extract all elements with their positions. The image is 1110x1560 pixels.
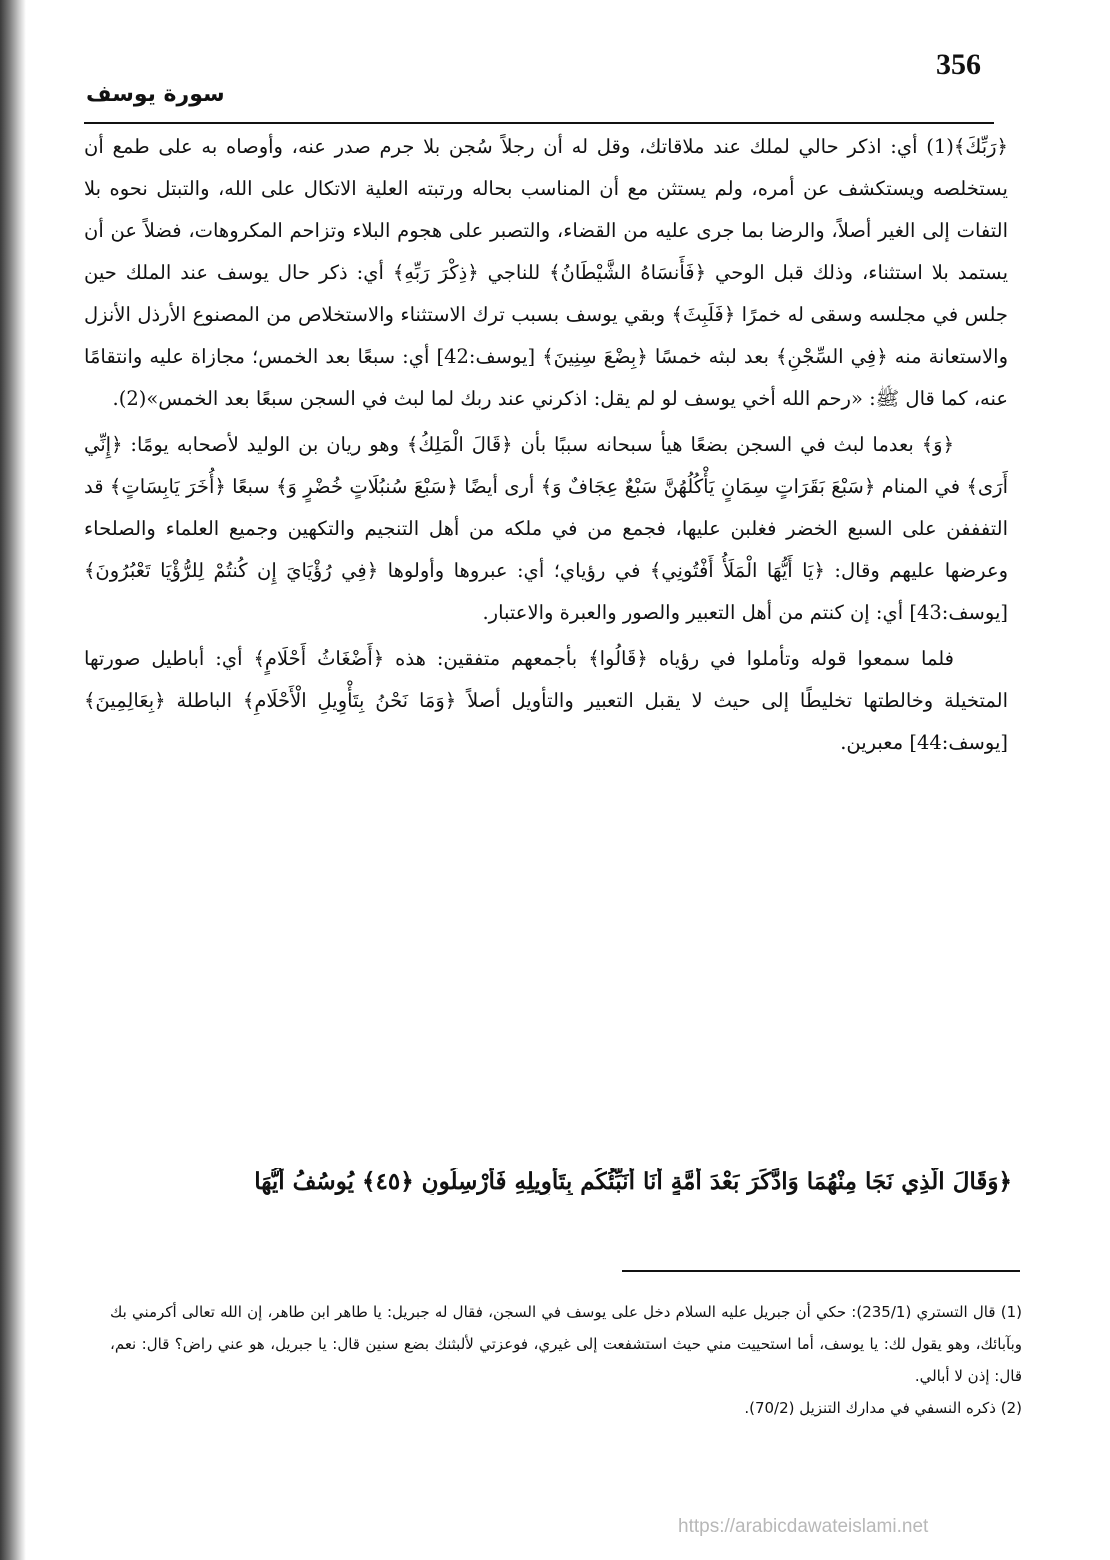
page-number: 356 [936, 48, 981, 81]
scan-edge-shadow [0, 0, 26, 1560]
watermark: https://arabicdawateislami.net [678, 1516, 929, 1537]
surah-title: سورة يوسف [86, 82, 225, 107]
paragraph-2: ﴿وَ﴾ بعدما لبث في السجن بضعًا هيأ سبحانه سببًا بأن ﴿قَالَ الْمَلِكُ﴾ وهو ريان بن الوليد لأصحابه يومًا: ﴿إِنِّي أَرَى﴾ في المنام ﴿سَبْعَ بَقَرَاتٍ سِمَانٍ يَأْكُلُهُنَّ سَبْعٌ عِجَافٌ وَ﴾ أرى أيضًا ﴿سَبْعَ سُنبُلَاتٍ خُضْرٍ وَ﴾ سبعًا ﴿أُخَرَ يَابِسَاتٍ﴾ قد التفففن على السبع الخضر فغلبن عليها، فجمع من في ملكه من أهل التنجيم والتكهين وجميع العلماء والصلحاء وعرضها عليهم وقال: ﴿يَا أَيُّهَا الْمَلَأُ أَفْتُونِي﴾ في رؤياي؛ أي: عبروها وأولوها ﴿فِي رُؤْيَايَ إِن كُنتُمْ لِلرُّؤْيَا تَعْبُرُونَ﴾ [يوسف:43] أي: إن كنتم من أهل التعبير والصور والعبرة والاعتبار. [84, 433, 1008, 624]
footnote-1: (1) قال التستري (235/1): حكي أن جبريل عليه السلام دخل على يوسف في السجن، فقال له جبريل: يا طاهر ابن طاهر، إن الله تعالى أكرمني بك وبآبائك، وهو يقول لك: يا يوسف، أما استحييت مني حيث استشفعت إلى غيري، فوعزتي لألبثنك بضع سنين قال: يا جبريل، هو عني راض؟ قال: نعم، قال: إذن لا أبالي. [110, 1303, 1022, 1385]
quran-verse-line: ﴿وَقَالَ الَّذِي نَجَا مِنْهُمَا وَادَّكَرَ بَعْدَ أُمَّةٍ أَنَا أُنَبِّئُكُم بِتَأْوِيلِهِ فَأَرْسِلُونِ ﴿٤٥﴾ يُوسُفُ أَيُّهَا [254, 1168, 1012, 1195]
paragraph-1: ﴿رَبِّكَ﴾(1) أي: اذكر حالي لملك عند ملاقاتك، وقل له أن رجلاً سُجن بلا جرم صدر عنه، وأوصاه به على طمع أن يستخلصه ويستكشف عن أمره، ولم يستثن مع أن المناسب بحاله ورتبته العلية الاتكال على الله، والتبتل نحوه بلا التفات إلى الغير أصلاً، والرضا بما جرى عليه من القضاء، والتصبر على هجوم البلاء وتزاحم المكروهات، فضلاً عن أن يستمد بلا استثناء، وذلك قبل الوحي ﴿فَأَنسَاهُ الشَّيْطَانُ﴾ للناجي ﴿ذِكْرَ رَبِّهِ﴾ أي: ذكر حال يوسف عند الملك حين جلس في مجلسه وسقى له خمرًا ﴿فَلَبِثَ﴾ وبقي يوسف بسبب ترك الاستثناء والاستخلاص من المصنوع الأرذل الأنزل والاستعانة منه ﴿فِي السِّجْنِ﴾ بعد لبثه خمسًا ﴿بِضْعَ سِنِينَ﴾ [يوسف:42] أي: سبعًا بعد الخمس؛ مجازاة عليه وانتقامًا عنه، كما قال ﷺ: «رحم الله أخي يوسف لو لم يقل: اذكرني عند ربك لما لبث في السجن سبعًا بعد الخمس»(2). [84, 135, 1009, 410]
header-rule [84, 122, 994, 124]
footnote-2: (2) ذكره النسفي في مدارك التنزيل (70/2). [744, 1399, 1022, 1417]
footnotes [110, 1296, 1022, 1424]
paragraph-3: فلما سمعوا قوله وتأملوا في رؤياه ﴿قَالُوا﴾ بأجمعهم متفقين: هذه ﴿أَضْغَاثُ أَحْلَامٍ﴾ أي: أباطيل صورتها المتخيلة وخالطتها تخليطًا إلى حيث لا يقبل التعبير والتأويل أصلاً ﴿وَمَا نَحْنُ بِتَأْوِيلِ الْأَحْلَامِ﴾ الباطلة ﴿بِعَالِمِينَ﴾ [يوسف:44] معبرين. [84, 647, 1008, 754]
footnote-rule [622, 1270, 1020, 1272]
commentary-body [84, 126, 1008, 764]
